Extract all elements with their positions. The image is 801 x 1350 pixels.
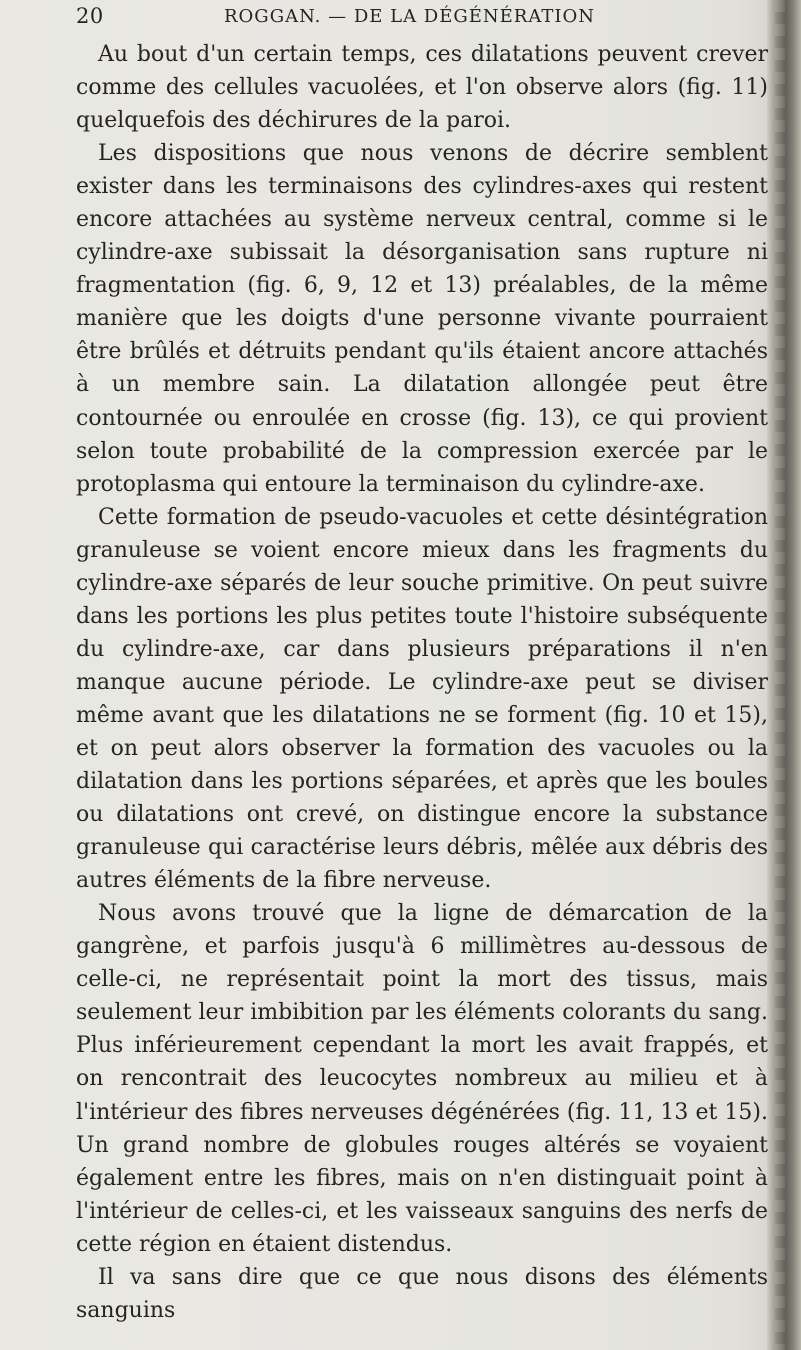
page-number: 20	[76, 4, 104, 28]
page-binding-edge	[767, 0, 801, 1350]
paragraph-5: Il va sans dire que ce que nous disons des éléments sanguins	[76, 1264, 768, 1323]
body-text	[76, 38, 768, 1327]
paragraph-2: Les dispositions que nous venons de décrire semblent exister dans les terminaisons des cylindres-axes qui restent encore attachées au système nerveux central, comme si le cylindre-axe subissait la désorganisation sans rupture ni fragmentation (fig. 6, 9, 12 et 13) préalables, de la même manière que les doigts d'une personne vivante pourraient être brûlés et détruits pendant qu'ils étaient ancore attachés à un membre sain. La dilatation allongée peut être contournée ou enroulée en crosse (fig. 13), ce qui provient selon toute probabilité de la compression exercée par le protoplasma qui entoure la terminaison du cylindre-axe.	[76, 141, 768, 497]
paragraph-3: Cette formation de pseudo-vacuoles et cette désintégration granuleuse se voient encore mieux dans les fragments du cylindre-axe séparés de leur souche primitive. On peut suivre dans les portions les plus petites toute l'histoire subséquente du cylindre-axe, car dans plusieurs préparations il n'en manque aucune période. Le cylindre-axe peut se diviser même avant que les dilatations ne se forment (fig. 10 et 15), et on peut alors observer la formation des vacuoles ou la dilatation dans les portions séparées, et après que les boules ou dilatations ont crevé, on distingue encore la substance granuleuse qui caractérise leurs débris, mêlée aux débris des autres éléments de la fibre nerveuse.	[76, 504, 768, 894]
paragraph-4: Nous avons trouvé que la ligne de démarcation de la gangrène, et parfois jusqu'à 6 millimètres au-dessous de celle-ci, ne représentait point la mort des tissus, mais seulement leur imbibition par les éléments colorants du sang. Plus inférieurement cependant la mort les avait frappés, et on rencontrait des leucocytes nombreux au milieu et à l'intérieur des fibres nerveuses dégénérées (fig. 11, 13 et 15). Un grand nombre de globules rouges altérés se voyaient également entre les fibres, mais on n'en distinguait point à l'intérieur de celles-ci, et les vaisseaux sanguins des nerfs de cette région en étaient distendus.	[76, 901, 768, 1257]
running-title: ROGGAN. — DE LA DÉGÉNÉRATION	[224, 6, 595, 27]
paragraph-1: Au bout d'un certain temps, ces dilatations peuvent crever comme des cellules vacuolées, et l'on observe alors (fig. 11) quelquefois des déchirures de la paroi.	[76, 42, 768, 134]
page-header	[76, 4, 766, 32]
